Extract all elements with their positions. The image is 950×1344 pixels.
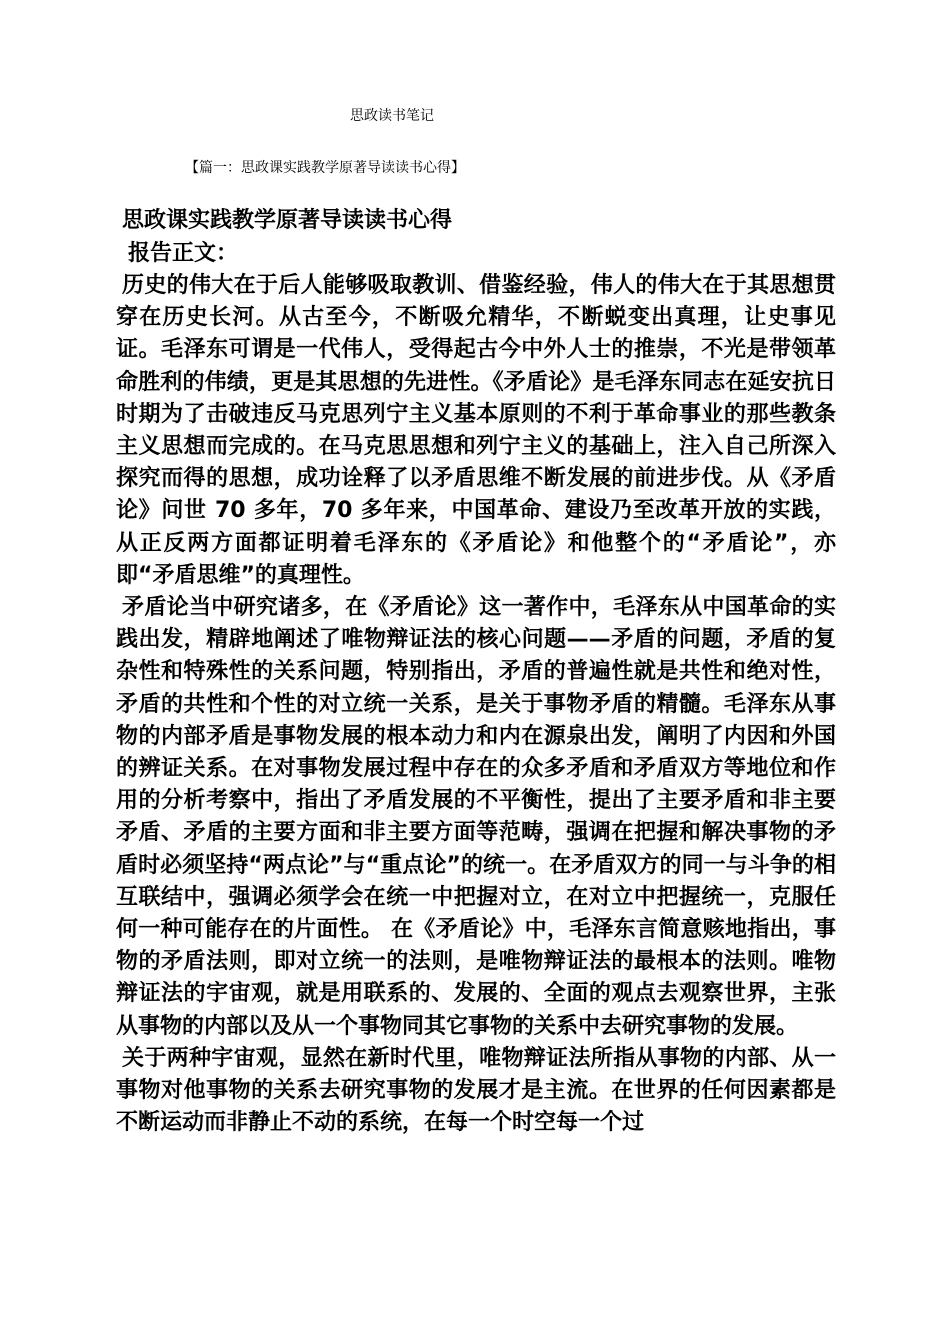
article-title: 思政课实践教学原著导读读书心得 (122, 208, 453, 233)
article-body (116, 204, 836, 1139)
paragraph: 历史的伟大在于后人能够吸取教训、借鉴经验，伟人的伟大在于其思想贯穿在历史长河。从古至今，不断吸允精华，不断蜕变出真理，让史事见证。毛泽东可谓是一代伟人，受得起古今中外人士的推崇，不光是带领革命胜利的伟绩，更是其思想的先进性。《矛盾论》是毛泽东同志在延安抗日时期为了击破违反马克思列宁主义基本原则的不利于革命事业的那些教条主义思想而完成的。在马克思思想和列宁主义的基础上，注入自己所深入探究而得的思想，成功诠释了以矛盾思维不断发展的前进步伐。从《矛盾论》问世 70 多年，70 多年来，中国革命、建设乃至改革开放的实践，从正反两方面都证明着毛泽东的《矛盾论》和他整个的“矛盾论”，亦即“矛盾思维”的真理性。 (116, 273, 836, 588)
paragraph: 关于两种宇宙观，显然在新时代里，唯物辩证法所指从事物的内部、从一事物对他事物的关系去研究事物的发展才是主流。在世界的任何因素都是不断运动而非静止不动的系统，在每一个时空每一个过 (116, 1045, 836, 1136)
paragraph: 矛盾论当中研究诸多，在《矛盾论》这一著作中，毛泽东从中国革命的实践出发，精辟地阐述了唯物辩证法的核心问题——矛盾的问题，矛盾的复杂性和特殊性的关系问题，特别指出，矛盾的普遍性就是共性和绝对性，矛盾的共性和个性的对立统一关系，是关于事物矛盾的精髓。毛泽东从事物的内部矛盾是事物发展的根本动力和内在源泉出发，阐明了内因和外国的辨证关系。在对事物发展过程中存在的众多矛盾和矛盾双方等地位和作用的分析考察中，指出了矛盾发展的不平衡性，提出了主要矛盾和非主要矛盾、矛盾的主要方面和非主要方面等范畴，强调在把握和解决事物的矛盾时必须坚持“两点论”与“重点论”的统一。在矛盾双方的同一与斗争的相互联结中，强调必须学会在统一中把握对立，在对立中把握统一，克服任何一种可能存在的片面性。 在《矛盾论》中，毛泽东言简意赅地指出，事物的矛盾法则，即对立统一的法则，是唯物辩证法的最根本的法则。唯物辩证法的宇宙观，就是用联系的、发展的、全面的观点去观察世界，主张从事物的内部以及从一个事物同其它事物的关系中去研究事物的发展。 (116, 595, 836, 1039)
document-title: 思政读书笔记 (350, 108, 434, 124)
report-label: 报告正文： (128, 241, 239, 266)
section-heading: 【篇一：思政课实践教学原著导读读书心得】 (185, 160, 465, 176)
